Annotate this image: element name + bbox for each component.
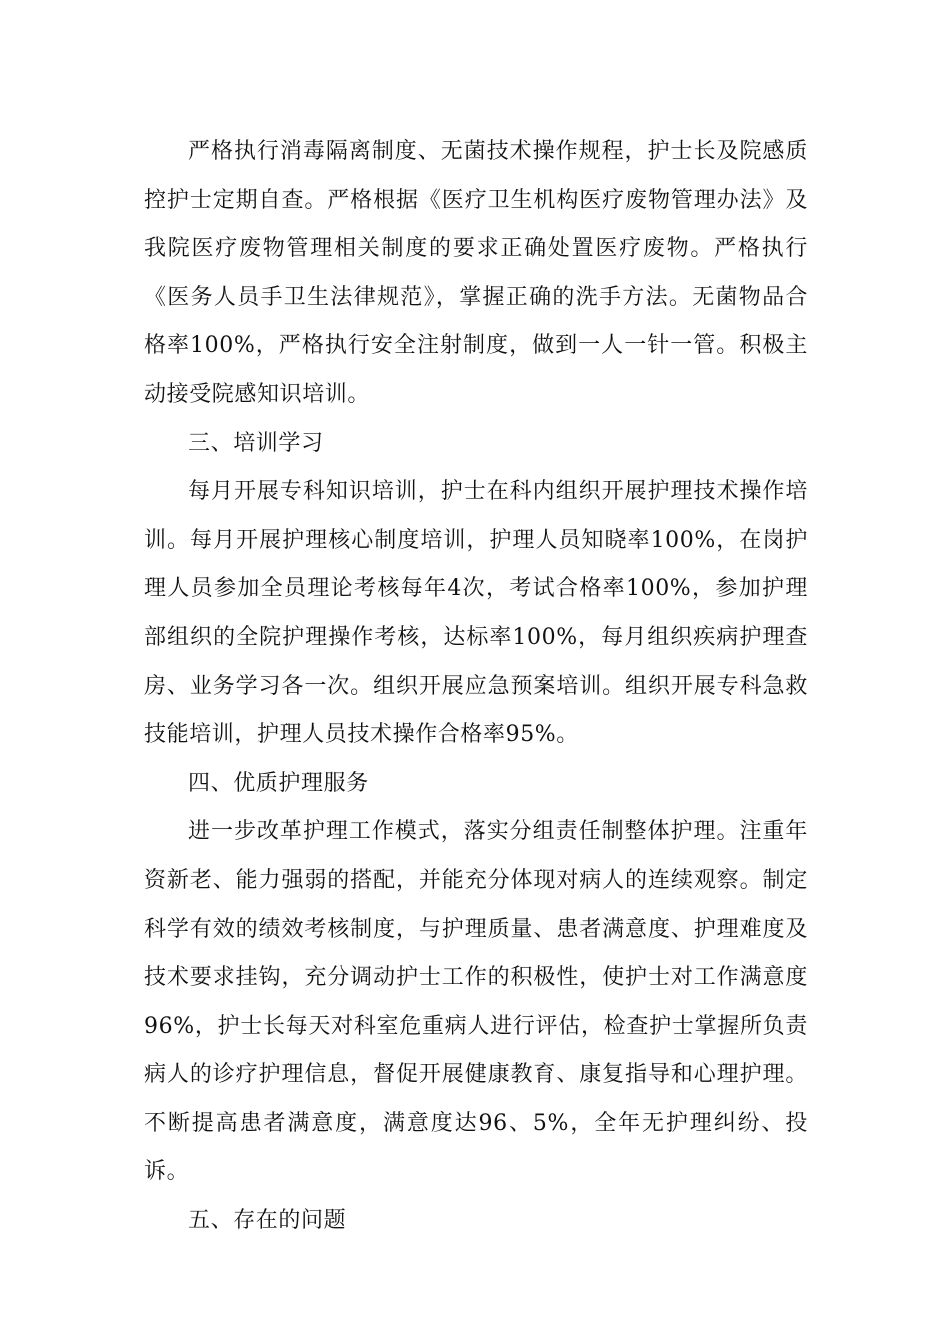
paragraph-infection-control: 严格执行消毒隔离制度、无菌技术操作规程，护士长及院感质控护士定期自查。严格根据《医疗卫生机构医疗废物管理办法》及我院医疗废物管理相关制度的要求正确处置医疗废物。严格执行《医务人员手卫生法律规范》，掌握正确的洗手方法。无菌物品合格率100%，严格执行安全注射制度，做到一人一针一管。积极主动接受院感知识培训。 [144,139,808,407]
section-heading-training: 三、培训学习 [188,430,324,456]
document-body [144,128,808,1246]
paragraph-quality-service: 进一步改革护理工作模式，落实分组责任制整体护理。注重年资新老、能力强弱的搭配，并能充分体现对病人的连续观察。制定科学有效的绩效考核制度，与护理质量、患者满意度、护理难度及技术要求挂钩，充分调动护士工作的积极性，使护士对工作满意度96%，护士长每天对科室危重病人进行评估，检查护士掌握所负责病人的诊疗护理信息，督促开展健康教育、康复指导和心理护理。不断提高患者满意度，满意度达96、5%，全年无护理纠纷、投诉。 [144,819,808,1185]
section-heading-problems: 五、存在的问题 [188,1208,347,1234]
section-heading-quality-service: 四、优质护理服务 [188,770,369,796]
paragraph-training: 每月开展专科知识培训，护士在科内组织开展护理技术操作培训。每月开展护理核心制度培训，护理人员知晓率100%，在岗护理人员参加全员理论考核每年4次，考试合格率100%，参加护理部组织的全院护理操作考核，达标率100%，每月组织疾病护理查房、业务学习各一次。组织开展应急预案培训。组织开展专科急救技能培训，护理人员技术操作合格率95%。 [144,479,808,748]
